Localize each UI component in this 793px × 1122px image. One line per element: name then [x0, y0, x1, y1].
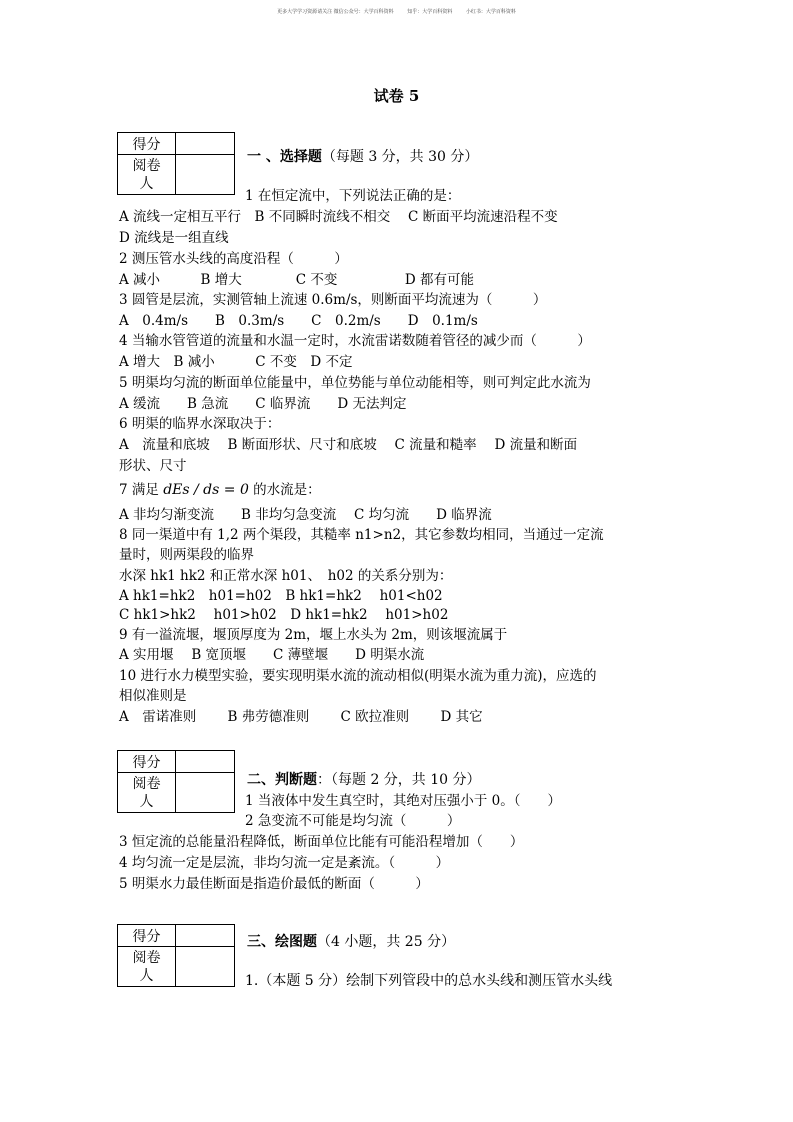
- q7-formula: dEs / ds = 0: [163, 482, 249, 498]
- s2-line: 4 均匀流一定是层流，非均匀流一定是紊流。（ ）: [119, 855, 450, 871]
- s1-q7: 7 满足 dEs / ds = 0 的水流是：: [119, 482, 321, 498]
- score-box-3: [117, 924, 235, 987]
- s1-line: 4 当输水管管道的流量和水温一定时，水流雷诺数随着管径的减少而（ ）: [119, 333, 591, 349]
- s2-line: 5 明渠水力最佳断面是指造价最低的断面（ ）: [119, 876, 429, 892]
- s1-line: 10 进行水力模型实验，要实现明渠水流的流动相似(明渠水流为重力流)，应选的: [119, 668, 597, 684]
- score-label: 得分: [118, 925, 176, 947]
- s2-line: 1 当液体中发生真空时，其绝对压强小于 0。（ ）: [245, 793, 562, 809]
- reviewer-label: 阅卷 人: [118, 947, 176, 987]
- reviewer-label: 阅卷 人: [118, 773, 176, 813]
- s1-line: 量时，则两渠段的临界: [119, 547, 254, 563]
- s1-line: A 实用堰 B 宽顶堰 C 薄壁堰 D 明渠水流: [119, 647, 425, 663]
- s1-line: 形状、尺寸: [119, 458, 187, 474]
- page-header: [0, 8, 793, 15]
- page-title: 试卷 5: [373, 87, 420, 105]
- s1-line: 1 在恒定流中，下列说法正确的是：: [245, 188, 461, 204]
- reviewer-cell: [176, 947, 235, 987]
- s2-line: 3 恒定流的总能量沿程降低，断面单位比能有可能沿程增加（ ）: [119, 834, 524, 850]
- s1-line: 9 有一溢流堰，堰顶厚度为 2m，堰上水头为 2m，则该堰流属于: [119, 627, 508, 643]
- s1-line: A hk1=hk2 h01=h02 B hk1=hk2 h01<h02: [119, 588, 443, 604]
- reviewer-cell: [176, 773, 235, 813]
- s1-line: 相似准则是: [119, 688, 187, 704]
- section3-heading: 三、绘图题（4 小题，共 25 分）: [247, 934, 456, 950]
- s1-line: A 增大 B 减小 C 不变 D 不定: [119, 354, 353, 370]
- s3-line: 1.（本题 5 分）绘制下列管段中的总水头线和测压管水头线: [245, 973, 613, 989]
- score-cell: [176, 925, 235, 947]
- header-text-2: 知乎：大学百科资料: [407, 9, 453, 15]
- s2-line: 2 急变流不可能是均匀流（ ）: [245, 813, 461, 829]
- header-text-1: 更多大学学习资源请关注 微信公众号：大学百科资料: [277, 9, 394, 15]
- s1-line: A 雷诺准则 B 弗劳德准则 C 欧拉准则 D 其它: [119, 709, 483, 725]
- score-cell: [176, 751, 235, 773]
- s1-line: A 缓流 B 急流 C 临界流 D 无法判定: [119, 396, 407, 412]
- score-cell: [176, 133, 235, 155]
- reviewer-label: 阅卷 人: [118, 155, 176, 195]
- score-box-2: [117, 750, 235, 813]
- s1-line: A 非均匀渐变流 B 非均匀急变流 C 均匀流 D 临界流: [119, 507, 492, 523]
- score-label: 得分: [118, 751, 176, 773]
- s1-line: 8 同一渠道中有 1,2 两个渠段，其糙率 n1>n2，其它参数均相同，当通过一定流: [119, 527, 604, 543]
- s1-line: 水深 hk1 hk2 和正常水深 h01、 h02 的关系分别为：: [119, 568, 453, 584]
- section1-heading: 一 、选择题（每题 3 分，共 30 分）: [247, 149, 479, 165]
- s1-line: C hk1>hk2 h01>h02 D hk1=hk2 h01>h02: [119, 607, 449, 623]
- s1-line: 6 明渠的临界水深取决于：: [119, 416, 281, 432]
- s1-line: 3 圆管是层流，实测管轴上流速 0.6m/s，则断面平均流速为（ ）: [119, 292, 547, 308]
- s1-line: A 减小 B 增大 C 不变 D 都有可能: [119, 272, 474, 288]
- s1-line: 2 测压管水头线的高度沿程（ ）: [119, 251, 348, 267]
- s1-line: A 0.4m/s B 0.3m/s C 0.2m/s D 0.1m/s: [119, 313, 478, 329]
- score-label: 得分: [118, 133, 176, 155]
- s1-line: 5 明渠均匀流的断面单位能量中，单位势能与单位动能相等，则可判定此水流为: [119, 375, 591, 391]
- score-box-1: [117, 132, 235, 195]
- reviewer-cell: [176, 155, 235, 195]
- section2-heading: 二、判断题：（每题 2 分，共 10 分）: [247, 772, 481, 788]
- s1-line: A 流量和底坡 B 断面形状、尺寸和底坡 C 流量和糙率 D 流量和断面: [119, 437, 578, 453]
- s1-line: A 流线一定相互平行 B 不同瞬时流线不相交 C 断面平均流速沿程不变: [119, 209, 558, 225]
- s1-line: D 流线是一组直线: [119, 230, 229, 246]
- header-text-3: 小红书：大学百科资料: [465, 9, 516, 15]
